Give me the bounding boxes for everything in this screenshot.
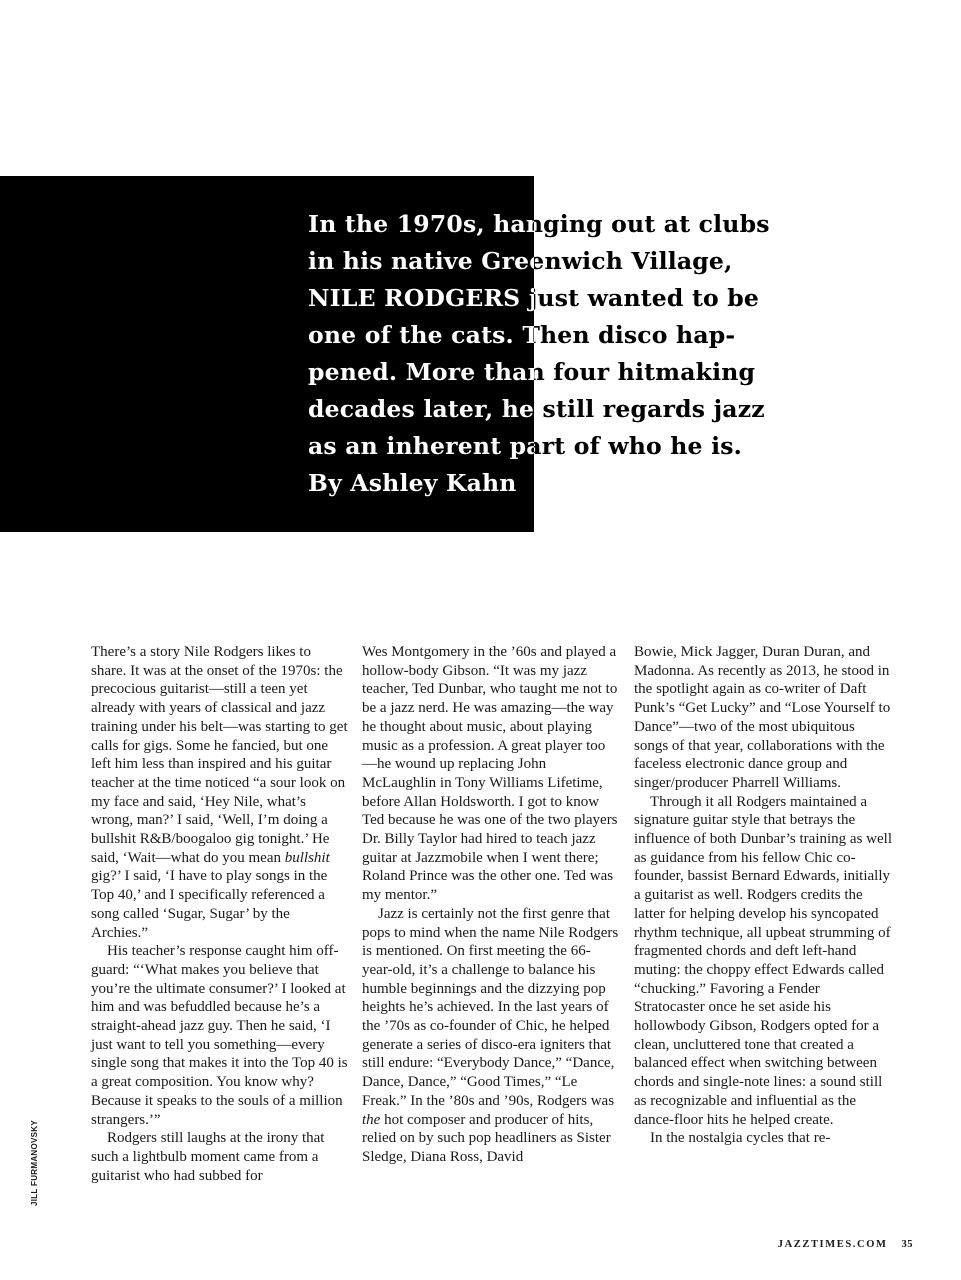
article-deck: [308, 206, 778, 502]
deck-line: in his native Greenwich Village,: [308, 247, 733, 275]
deck-line: In the 1970s, hanging out at clubs: [308, 210, 770, 238]
text-run: Jazz is certainly not the first genre that pops to mind when the name Nile Rodgers is mentioned. On first meeting the 66-year-old, it’s a challenge to balance his humble beginnings and the dizzying pop heights he’s achieved. In the last years of the ’70s as co-founder of Chic, he helped generate a series of disco-era igniters that still endure: “Everybody Dance,” “Dance, Dance, Dance,” “Good Times,” “Le Freak.” In the ’80s and ’90s, Rodgers was: [362, 905, 619, 1109]
deck-line: pened. More than four hitmaking: [308, 358, 756, 386]
text-run: hot composer and producer of hits, relied on by such pop headliners as Sister Sledge, Diana Ross, David: [362, 1111, 611, 1165]
page-number: 35: [901, 1239, 913, 1250]
page-footer: [778, 1239, 913, 1250]
emphasis: the: [362, 1111, 381, 1128]
paragraph: Through it all Rodgers maintained a signature guitar style that betrays the influence of both Dunbar’s training as well as guidance from his fellow Chic co-founder, bassist Bernard Edwards, initially a guitarist as well. Rodgers credits the latter for helping develop his syncopated rhythm technique, all upbeat strumming of fragmented chords and deft left-hand muting: the choppy effect Edwards called “chucking.” Favoring a Fender Stratocaster once he set aside his hollowbody Gibson, Rodgers opted for a clean, uncluttered tone that created a balanced effect when switching between chords and single-note lines: a sound still as recognizable and influential as the dance-floor hits he helped create.: [634, 793, 892, 1128]
deck-line: NILE RODGERS just wanted to be: [308, 284, 760, 312]
paragraph: [362, 905, 620, 1167]
paragraph: Bowie, Mick Jagger, Duran Duran, and Madonna. As recently as 2013, he stood in the spotlight again as co-writer of Daft Punk’s “Get Lucky” and “Lose Yourself to Dance”—two of the most ubiquitous songs of that year, collaborations with the faceless electronic dance group and singer/producer Pharrell Williams.: [634, 644, 891, 791]
body-column-3: [634, 643, 892, 1148]
text-run: There’s a story Nile Rodgers likes to share. It was at the onset of the 1970s: the precocious guitarist—still a teen yet already with years of classical and jazz training under his belt—was starting to get calls for gigs. Some he fancied, but one left him less than inspired and his guitar teacher at the time noticed “a sour look on my face and said, ‘Hey Nile, what’s wrong, man?’ I said, ‘Well, I’m doing a bullshit R&B/boogaloo gig tonight.’ He said, ‘Wait—what do you mean: [91, 644, 348, 866]
deck-line: as an inherent part of who he is.: [308, 432, 743, 460]
emphasis: bullshit: [284, 849, 330, 866]
deck-line: decades later, he still regards jazz: [308, 395, 765, 423]
body-column-2: [362, 643, 620, 1167]
photo-credit: JILL FURMANOVSKY: [30, 1120, 39, 1206]
deck-line: one of the cats. Then disco hap-: [308, 321, 736, 349]
body-column-1: [91, 643, 349, 1185]
paragraph: Rodgers still laughs at the irony that such a lightbulb moment came from a guitarist who had subbed for: [91, 1130, 325, 1184]
paragraph: [91, 643, 349, 942]
text-run: gig?’ I said, ‘I have to play songs in the Top 40,’ and I specifically referenced a song called ‘Sugar, Sugar’ by the Archies.”: [91, 868, 328, 941]
paragraph: Wes Montgomery in the ’60s and played a hollow-body Gibson. “It was my jazz teacher, Ted Dunbar, who taught me not to be a jazz nerd. He was amazing—the way he thought about music, about playing music as a profession. A great player too—he wound up replacing John McLaughlin in Tony Williams Lifetime, before Allan Holdsworth. I got to know Ted because he was one of the two players Dr. Billy Taylor had hired to teach jazz guitar at Jazzmobile when I went there; Roland Prince was the other one. Ted was my mentor.”: [362, 644, 618, 904]
byline: By Ashley Kahn: [308, 469, 517, 497]
paragraph: His teacher’s response caught him off-guard: “‘What makes you believe that you’re the ultimate consumer?’ I looked at him and was befuddled because he’s a straight-ahead jazz guy. Then he said, ‘I just want to tell you something—every single song that makes it into the Top 40 is a great composition. You know why? Because it speaks to the souls of a million strangers.’”: [91, 943, 348, 1128]
paragraph: In the nostalgia cycles that re-: [650, 1130, 831, 1147]
footer-site: JAZZTIMES.COM: [777, 1239, 888, 1250]
